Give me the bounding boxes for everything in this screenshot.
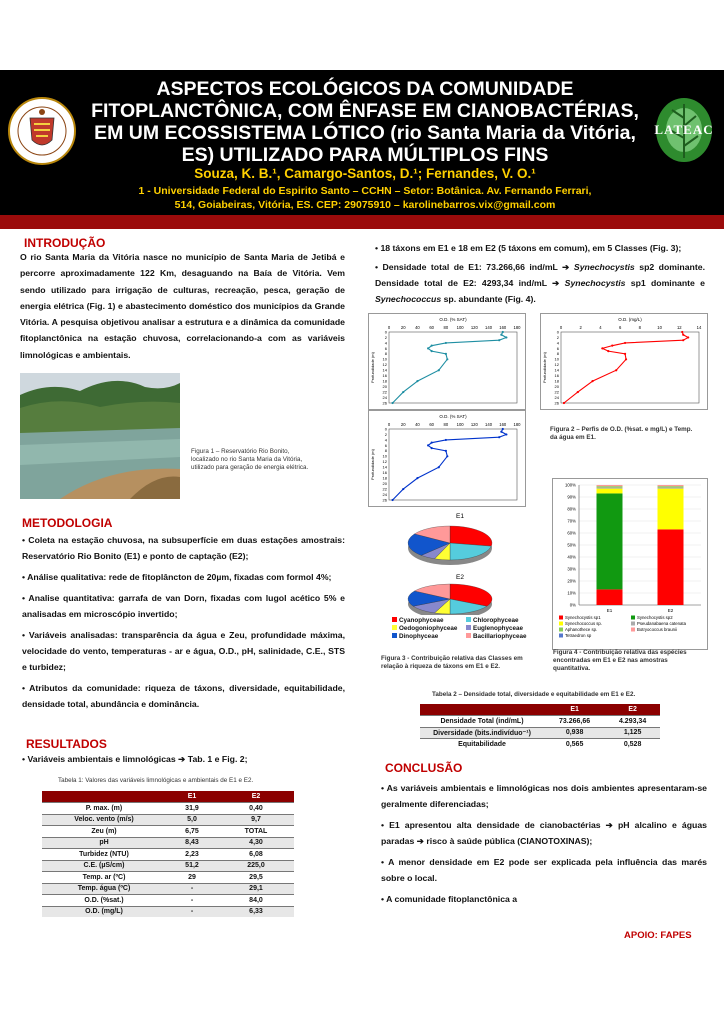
list-item: • Analise quantitativa: garrafa de van Dorn, fixadas com lugol acético 5% e analisadas em microscópio invertido; bbox=[22, 593, 345, 619]
x-tick-label: 100 bbox=[456, 325, 464, 330]
y-axis-label: Profundidade (m) bbox=[370, 352, 375, 383]
y-tick-label: 60% bbox=[567, 530, 576, 536]
y-tick-label: 10% bbox=[567, 590, 576, 596]
y-tick-label: 22 bbox=[382, 389, 387, 395]
y-tick-label: 20 bbox=[554, 384, 559, 390]
legend-entry bbox=[392, 617, 466, 625]
x-tick-label: 20 bbox=[400, 422, 406, 427]
x-tick-label: 4 bbox=[599, 325, 602, 330]
table1 bbox=[42, 791, 294, 917]
data-point bbox=[445, 450, 447, 452]
data-point bbox=[615, 369, 617, 371]
data-point bbox=[431, 350, 433, 352]
chart-title: O.D. (% SAT) bbox=[439, 317, 467, 322]
data-point bbox=[445, 439, 447, 441]
legend-label: Oedogoniophyceae bbox=[399, 624, 458, 632]
y-tick-label: 80% bbox=[567, 506, 576, 512]
y-tick-label: 16 bbox=[554, 373, 559, 379]
x-tick-label: 60 bbox=[429, 422, 435, 427]
table-cell: 0,565 bbox=[544, 739, 605, 750]
table-header: E2 bbox=[218, 791, 294, 803]
legend-label: Bacillariophyceae bbox=[473, 632, 527, 640]
affiliation: 1 - Universidade Federal do Espirito Santo – CCHN – Setor: Botânica. Av. Fernando Ferrari, bbox=[138, 185, 592, 197]
table-cell: Temp. ar (ºC) bbox=[42, 872, 166, 884]
results-bullet-taxa: • 18 táxons em E1 e 18 em E2 (5 táxons em comum), em 5 Classes (Fig. 3); bbox=[375, 243, 682, 253]
university-seal-icon bbox=[8, 94, 76, 168]
y-axis-label: Profundidade (m) bbox=[542, 352, 547, 383]
data-point bbox=[431, 345, 433, 347]
table-row bbox=[42, 860, 294, 872]
fig2-caption: Figura 2 – Perfis de O.D. (%sat. e mg/L) e Temp. da água em E1. bbox=[550, 426, 693, 442]
x-tick-label: 120 bbox=[470, 325, 478, 330]
legend-label: Euglenophyceae bbox=[473, 624, 524, 632]
y-tick-label: 0 bbox=[556, 329, 559, 335]
y-tick-label: 6 bbox=[384, 442, 387, 448]
y-tick-label: 22 bbox=[382, 486, 387, 492]
table-header-row bbox=[420, 704, 660, 716]
table-cell: Turbidez (NTU) bbox=[42, 849, 166, 861]
x-tick-label: E2 bbox=[667, 608, 674, 613]
table-cell: 29 bbox=[166, 872, 218, 884]
legend-swatch bbox=[559, 628, 563, 632]
legend-label: Synechocystis sp2 bbox=[637, 615, 673, 620]
x-tick-label: 0 bbox=[559, 325, 563, 330]
authors: Souza, K. B.¹, Camargo-Santos, D.¹; Fernandes, V. O.¹ bbox=[194, 166, 536, 181]
y-tick-label: 26 bbox=[554, 400, 559, 406]
y-tick-label: 4 bbox=[384, 437, 387, 443]
list-item: • Análise qualitativa: rede de fitoplâncton de 20µm, fixadas com formol 4%; bbox=[22, 572, 332, 582]
title-line: ES) UTILIZADO PARA MÚLTIPLOS FINS bbox=[181, 144, 549, 166]
table-cell: 0,528 bbox=[605, 739, 660, 750]
resultados-heading: RESULTADOS bbox=[26, 737, 107, 751]
y-tick-label: 16 bbox=[382, 373, 387, 379]
table2-caption: Tabela 2 – Densidade total, diversidade e equitabilidade em E1 e E2. bbox=[432, 691, 636, 698]
y-tick-label: 24 bbox=[554, 394, 559, 400]
table-row bbox=[420, 739, 660, 750]
table-cell: P. max. (m) bbox=[42, 803, 166, 815]
metodologia-list bbox=[22, 532, 345, 712]
table-header bbox=[420, 704, 544, 716]
text-span: • Densidade total de E1: 73.266,66 ind/mL ➔ bbox=[375, 262, 570, 272]
bar-segment bbox=[658, 485, 684, 486]
x-tick-label: 20 bbox=[400, 325, 406, 330]
legend-swatch bbox=[392, 633, 397, 638]
list-item: • Atributos da comunidade: riqueza de táxons, diversidade, equitabilidade, densidade total, abundância e dominância. bbox=[22, 683, 345, 709]
table-cell: Veloc. vento (m/s) bbox=[42, 814, 166, 826]
legend-swatch bbox=[466, 625, 471, 630]
x-tick-label: 180 bbox=[513, 422, 521, 427]
x-tick-label: 0 bbox=[387, 422, 391, 427]
list-item: • Coleta na estação chuvosa, na subsuperfície em duas estações amostrais: Reservatório Rio Bonito (E1) e ponto de captação (E2); bbox=[22, 535, 345, 561]
table-cell: 1,125 bbox=[605, 727, 660, 739]
legend-entry bbox=[466, 617, 540, 625]
bar-segment bbox=[597, 589, 623, 605]
y-tick-label: 4 bbox=[384, 340, 387, 346]
table-cell: Densidade Total (ind/mL) bbox=[420, 716, 544, 728]
y-tick-label: 24 bbox=[382, 491, 387, 497]
table-cell: 8,43 bbox=[166, 837, 218, 849]
table-cell: 0,938 bbox=[544, 727, 605, 739]
x-tick-label: 40 bbox=[415, 325, 420, 330]
bar-segment bbox=[597, 489, 623, 494]
x-tick-label: 40 bbox=[415, 422, 420, 427]
y-tick-label: 50% bbox=[567, 542, 576, 548]
data-point bbox=[391, 499, 393, 501]
reservoir-photo bbox=[20, 373, 180, 499]
y-tick-label: 4 bbox=[556, 340, 559, 346]
y-tick-label: 20 bbox=[382, 481, 387, 487]
legend-label: Synechococcus sp. bbox=[565, 621, 603, 626]
resultados-bullet: • Variáveis ambientais e limnológicas ➔ Tab. 1 e Fig. 2; bbox=[22, 754, 248, 764]
lateac-logo-text: LATEAC bbox=[654, 122, 714, 137]
data-point bbox=[607, 350, 609, 352]
table-cell: 5,0 bbox=[166, 814, 218, 826]
table-cell: 4,30 bbox=[218, 837, 294, 849]
table-cell: Zeu (m) bbox=[42, 826, 166, 838]
legend-swatch bbox=[559, 616, 563, 620]
table-cell: 6,08 bbox=[218, 849, 294, 861]
table-header bbox=[42, 791, 166, 803]
table-cell: TOTAL bbox=[218, 826, 294, 838]
fig3-caption: Figura 3 - Contribuição relativa das Classes em relação à riqueza de táxons em E1 e E2. bbox=[381, 655, 523, 671]
legend-entry bbox=[392, 625, 466, 633]
data-point bbox=[446, 455, 448, 457]
table-cell: O.D. (mg/L) bbox=[42, 906, 166, 917]
list-item: • A comunidade fitoplanctônica a bbox=[381, 894, 518, 904]
x-tick-label: 140 bbox=[485, 325, 493, 330]
y-tick-label: 12 bbox=[382, 459, 387, 465]
table-header: E2 bbox=[605, 704, 660, 716]
y-tick-label: 6 bbox=[384, 345, 387, 351]
table-header-row bbox=[42, 791, 294, 803]
profile-line bbox=[393, 429, 507, 500]
y-tick-label: 0 bbox=[384, 329, 387, 335]
table-row bbox=[42, 814, 294, 826]
y-tick-label: 16 bbox=[382, 470, 387, 476]
y-tick-label: 0% bbox=[569, 602, 576, 608]
legend-swatch bbox=[631, 628, 635, 632]
y-tick-label: 8 bbox=[384, 448, 387, 454]
table-row bbox=[42, 906, 294, 917]
data-point bbox=[427, 444, 429, 446]
legend-swatch bbox=[559, 634, 563, 638]
title-line: EM UM ECOSSISTEMA LÓTICO (rio Santa Maria da Vitória, bbox=[94, 122, 636, 144]
data-point bbox=[445, 353, 447, 355]
data-point bbox=[431, 442, 433, 444]
affiliation-contact: 514, Goiabeiras, Vitória, ES. CEP: 29075910 – karolinebarros.vix@gmail.com bbox=[174, 199, 556, 211]
x-tick-label: 6 bbox=[618, 325, 622, 330]
data-point bbox=[577, 391, 579, 393]
table-cell: 2,23 bbox=[166, 849, 218, 861]
pie-e2-title: E2 bbox=[456, 574, 464, 581]
data-point bbox=[624, 342, 626, 344]
x-tick-label: 160 bbox=[499, 422, 507, 427]
table-cell: 6,33 bbox=[218, 906, 294, 917]
data-point bbox=[505, 336, 507, 338]
species-name: Synechocystis bbox=[564, 278, 626, 288]
y-tick-label: 10 bbox=[382, 356, 387, 362]
y-tick-label: 24 bbox=[382, 394, 387, 400]
table-cell: O.D. (%sat.) bbox=[42, 895, 166, 907]
y-tick-label: 18 bbox=[382, 475, 387, 481]
data-point bbox=[687, 336, 689, 338]
data-point bbox=[402, 391, 404, 393]
x-tick-label: 160 bbox=[499, 325, 507, 330]
y-tick-label: 30% bbox=[567, 566, 576, 572]
x-tick-label: 0 bbox=[387, 325, 391, 330]
y-tick-label: 6 bbox=[556, 345, 559, 351]
x-tick-label: E1 bbox=[606, 608, 613, 613]
table-cell: - bbox=[166, 883, 218, 895]
table-cell: - bbox=[166, 906, 218, 917]
table-cell: 225,0 bbox=[218, 860, 294, 872]
data-point bbox=[446, 358, 448, 360]
table2 bbox=[420, 704, 660, 750]
table-cell: 29,1 bbox=[218, 883, 294, 895]
table-header: E1 bbox=[166, 791, 218, 803]
data-point bbox=[682, 334, 684, 336]
data-point bbox=[505, 433, 507, 435]
pie-legend bbox=[392, 617, 552, 640]
bar-segment bbox=[658, 489, 684, 530]
table-row bbox=[42, 895, 294, 907]
conclusao-list bbox=[381, 780, 707, 907]
data-point bbox=[391, 402, 393, 404]
legend-swatch bbox=[466, 617, 471, 622]
chart-title: O.D. (mg/L) bbox=[618, 317, 642, 322]
bar-segment bbox=[597, 485, 623, 486]
bar-segment bbox=[658, 529, 684, 605]
conclusao-heading: CONCLUSÃO bbox=[385, 761, 463, 775]
table-cell: Equitabilidade bbox=[420, 739, 544, 750]
y-tick-label: 8 bbox=[556, 351, 559, 357]
list-item: • Variáveis analisadas: transparência da água e Zeu, profundidade máxima, velocidade do vento, temperaturas - ar e água, O.D., pH, salinidade, C.E., STS e turbidez; bbox=[22, 630, 345, 672]
legend-swatch bbox=[466, 633, 471, 638]
table-row bbox=[42, 826, 294, 838]
y-tick-label: 2 bbox=[384, 334, 387, 340]
x-tick-label: 80 bbox=[443, 422, 449, 427]
text-span: sp1 dominante e bbox=[630, 278, 705, 288]
legend-label: Synechocystis sp1 bbox=[565, 615, 601, 620]
y-tick-label: 14 bbox=[382, 367, 387, 373]
legend-entry bbox=[466, 625, 540, 633]
legend-label: Dinophyceae bbox=[399, 632, 439, 640]
legend-label: Botryococcus braunii bbox=[637, 627, 677, 632]
y-tick-label: 18 bbox=[382, 378, 387, 384]
table-row bbox=[42, 872, 294, 884]
table-cell: C.E. (µS/cm) bbox=[42, 860, 166, 872]
legend-label: Pseudanabaena catenata bbox=[637, 621, 686, 626]
legend-entry bbox=[466, 633, 540, 641]
y-tick-label: 20 bbox=[382, 384, 387, 390]
table-row bbox=[420, 716, 660, 728]
list-item: • As variáveis ambientais e limnológicas nos dois ambientes apresentaram-se geralmente diferenciadas; bbox=[381, 783, 707, 809]
table-header: E1 bbox=[544, 704, 605, 716]
table-cell: 9,7 bbox=[218, 814, 294, 826]
legend-swatch bbox=[392, 617, 397, 622]
chart-title: O.D. (% SAT) bbox=[439, 414, 467, 419]
y-tick-label: 12 bbox=[554, 362, 559, 368]
table-row bbox=[42, 837, 294, 849]
y-tick-label: 2 bbox=[556, 334, 559, 340]
table-cell: 51,2 bbox=[166, 860, 218, 872]
data-point bbox=[500, 334, 502, 336]
species-stacked-bar-chart bbox=[552, 478, 708, 650]
data-point bbox=[563, 402, 565, 404]
poster-title bbox=[70, 78, 660, 166]
x-tick-label: 120 bbox=[470, 422, 478, 427]
metodologia-heading: METODOLOGIA bbox=[22, 516, 113, 530]
data-point bbox=[438, 369, 440, 371]
bar-segment bbox=[597, 486, 623, 487]
table-cell: - bbox=[166, 895, 218, 907]
x-tick-label: 140 bbox=[485, 422, 493, 427]
table-row bbox=[420, 727, 660, 739]
apoio-label: APOIO: FAPES bbox=[624, 930, 692, 941]
data-point bbox=[431, 447, 433, 449]
table-cell: Temp. água (ºC) bbox=[42, 883, 166, 895]
data-point bbox=[681, 331, 683, 333]
table-cell: Diversidade (bits.indivíduo⁻¹) bbox=[420, 727, 544, 739]
y-tick-label: 26 bbox=[382, 497, 387, 503]
x-tick-label: 80 bbox=[443, 325, 449, 330]
legend-swatch bbox=[392, 625, 397, 630]
data-point bbox=[498, 436, 500, 438]
y-tick-label: 90% bbox=[567, 494, 576, 500]
legend-swatch bbox=[631, 622, 635, 626]
table-cell: 73.266,66 bbox=[544, 716, 605, 728]
text-span: sp. abundante (Fig. 4). bbox=[443, 294, 536, 304]
fig1-caption: Figura 1 – Reservatório Rio Bonito, localizado no rio Santa Maria da Vitória, utilizado para geração de energia elétrica. bbox=[191, 448, 309, 472]
legend-label: Cyanophyceae bbox=[399, 617, 444, 624]
pie-e1-title: E1 bbox=[456, 513, 464, 520]
title-line: FITOPLANCTÔNICA, COM ÊNFASE EM CIANOBACTÉRIAS, bbox=[91, 100, 639, 122]
data-point bbox=[591, 380, 593, 382]
data-point bbox=[502, 331, 504, 333]
y-tick-label: 10 bbox=[382, 453, 387, 459]
table-row bbox=[42, 849, 294, 861]
legend-entry bbox=[392, 633, 466, 641]
data-point bbox=[438, 466, 440, 468]
legend-label: Aphanothece sp. bbox=[565, 627, 598, 632]
bar-segment bbox=[597, 493, 623, 589]
profile-line bbox=[393, 332, 507, 403]
pie-charts bbox=[370, 507, 550, 615]
y-tick-label: 2 bbox=[384, 431, 387, 437]
y-tick-label: 26 bbox=[382, 400, 387, 406]
od-sat-chart-2 bbox=[368, 410, 526, 507]
legend-swatch bbox=[631, 616, 635, 620]
data-point bbox=[500, 431, 502, 433]
bar-segment bbox=[658, 487, 684, 488]
table-cell: pH bbox=[42, 837, 166, 849]
text-span: sp2 dominante. Densidade total de E2: 4293,34 ind/mL ➔ bbox=[375, 262, 706, 288]
y-tick-label: 10 bbox=[554, 356, 559, 362]
x-tick-label: 100 bbox=[456, 422, 464, 427]
y-tick-label: 14 bbox=[382, 464, 387, 470]
y-tick-label: 18 bbox=[554, 378, 559, 384]
y-tick-label: 0 bbox=[384, 426, 387, 432]
y-tick-label: 8 bbox=[384, 351, 387, 357]
data-point bbox=[498, 339, 500, 341]
y-tick-label: 100% bbox=[565, 482, 576, 488]
data-point bbox=[416, 477, 418, 479]
x-tick-label: 2 bbox=[579, 325, 582, 330]
y-tick-label: 14 bbox=[554, 367, 559, 373]
fig4-caption: Figura 4 - Contribuição relativa das espécies encontradas em E1 e E2 nas amostras quantitativa. bbox=[553, 649, 687, 673]
x-tick-label: 12 bbox=[676, 325, 682, 330]
data-point bbox=[682, 339, 684, 341]
legend-swatch bbox=[559, 622, 563, 626]
table-cell: 6,75 bbox=[166, 826, 218, 838]
header-divider bbox=[0, 215, 724, 229]
x-tick-label: 180 bbox=[513, 325, 521, 330]
x-tick-label: 14 bbox=[696, 325, 702, 330]
data-point bbox=[445, 342, 447, 344]
x-tick-label: 8 bbox=[638, 325, 642, 330]
intro-text: O rio Santa Maria da Vitória nasce no município de Santa Maria de Jetibá e percorre aproximadamente 122 Km, desaguando na Baía de Vitória. Vem sendo utilizado para irrigação de culturas, recreação, pesca, geração de energia elétrica (Fig. 1) e abastecimento doméstico dos municípios da Grande Vitória. A pesquisa objetivou analisar a estrutura e a dinâmica da comunidade fitoplanctônica na estação chuvosa, correlacionando-a com as variáveis limnológicas e ambientais. bbox=[20, 252, 345, 360]
table-cell: 0,40 bbox=[218, 803, 294, 815]
bar-segment bbox=[597, 487, 623, 488]
table-row bbox=[42, 883, 294, 895]
y-tick-label: 40% bbox=[567, 554, 576, 560]
list-item: • A menor densidade em E2 pode ser explicada pela influência das marés sobre o local. bbox=[381, 857, 707, 883]
table-cell: 31,9 bbox=[166, 803, 218, 815]
table-cell: 84,0 bbox=[218, 895, 294, 907]
y-tick-label: 22 bbox=[554, 389, 559, 395]
y-tick-label: 70% bbox=[567, 518, 576, 524]
legend-label: Tetraedron sp bbox=[565, 633, 592, 638]
species-name: Synechococcus bbox=[375, 294, 442, 304]
bar-segment bbox=[658, 486, 684, 487]
table-row bbox=[42, 803, 294, 815]
legend-label: Chlorophyceae bbox=[473, 617, 519, 624]
data-point bbox=[416, 380, 418, 382]
x-tick-label: 60 bbox=[429, 325, 435, 330]
intro-heading: INTRODUÇÃO bbox=[24, 236, 106, 250]
data-point bbox=[625, 358, 627, 360]
od-sat-chart-1 bbox=[368, 313, 526, 410]
data-point bbox=[611, 345, 613, 347]
results-bullet-density bbox=[375, 259, 705, 307]
title-line: ASPECTOS ECOLÓGICOS DA COMUNIDADE bbox=[156, 78, 574, 100]
data-point bbox=[601, 347, 603, 349]
y-tick-label: 20% bbox=[567, 578, 576, 584]
table-cell: 4.293,34 bbox=[605, 716, 660, 728]
data-point bbox=[502, 428, 504, 430]
data-point bbox=[427, 347, 429, 349]
species-name: Synechocystis bbox=[573, 262, 635, 272]
od-mgl-chart bbox=[540, 313, 708, 410]
list-item: • E1 apresentou alta densidade de cianobactérias ➔ pH alcalino e águas paradas ➔ risco à saúde pública (CIANOTOXINAS); bbox=[381, 820, 707, 846]
pie-slice bbox=[450, 526, 492, 546]
y-tick-label: 12 bbox=[382, 362, 387, 368]
table1-caption: Tabela 1: Valores das variáveis limnológicas e ambientais de E1 e E2. bbox=[58, 777, 254, 784]
x-tick-label: 10 bbox=[657, 325, 662, 330]
data-point bbox=[402, 488, 404, 490]
table-cell: 29,5 bbox=[218, 872, 294, 884]
data-point bbox=[624, 353, 626, 355]
y-axis-label: Profundidade (m) bbox=[370, 449, 375, 480]
